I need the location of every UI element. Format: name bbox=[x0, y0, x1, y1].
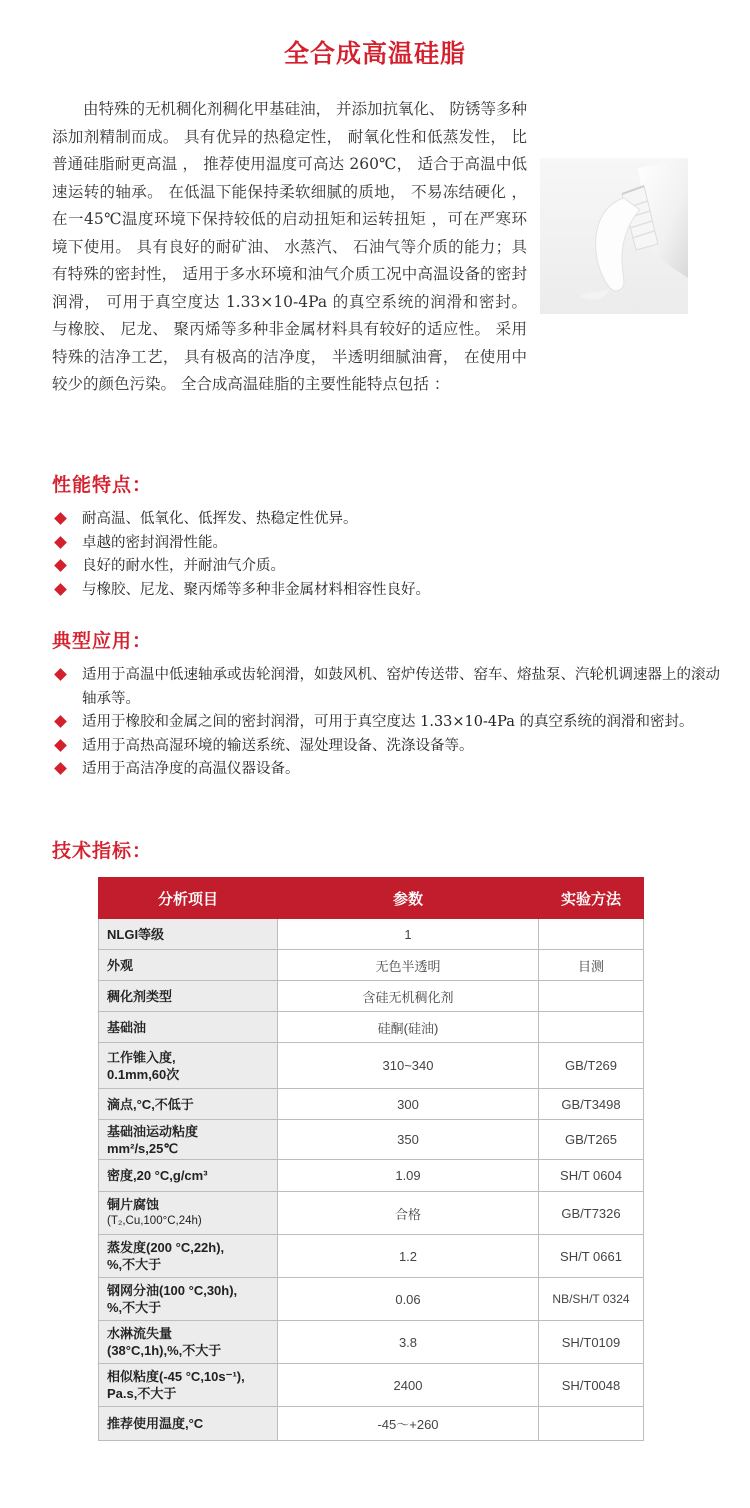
spec-value: 3.8 bbox=[278, 1321, 539, 1364]
diamond-bullet-icon bbox=[54, 715, 67, 728]
column-header: 分析项目 bbox=[99, 878, 278, 919]
table-row bbox=[99, 1235, 644, 1278]
spec-name-cell bbox=[99, 981, 278, 1012]
spec-name-detail: 0.1mm,60次 bbox=[107, 1066, 180, 1082]
column-header: 实验方法 bbox=[539, 878, 644, 919]
spec-method bbox=[539, 1012, 644, 1043]
spec-value: 2400 bbox=[278, 1364, 539, 1407]
table-row bbox=[99, 919, 644, 950]
spec-method: SH/T 0661 bbox=[539, 1235, 644, 1278]
list-item: 适用于橡胶和金属之间的密封润滑，可用于真空度达 1.33×10-4Pa 的真空系统的润滑和密封。 bbox=[52, 711, 732, 735]
spec-value: 1.09 bbox=[278, 1160, 539, 1192]
spec-name-detail: Pa.s,不大于 bbox=[107, 1386, 177, 1401]
spec-table-body bbox=[99, 919, 644, 1441]
spec-value: 无色半透明 bbox=[278, 950, 539, 981]
page-title: 全合成高温硅脂 bbox=[283, 39, 466, 68]
list-item: 与橡胶、尼龙、聚丙烯等多种非金属材料相容性良好。 bbox=[52, 579, 732, 603]
list-item: 适用于高洁净度的高温仪器设备。 bbox=[52, 758, 732, 782]
table-row bbox=[99, 1089, 644, 1120]
spec-name: NLGI等级 bbox=[107, 926, 165, 942]
diamond-bullet-icon bbox=[54, 536, 67, 549]
list-item: 适用于高温中低速轴承或齿轮润滑，如鼓风机、窑炉传送带、窑车、熔盐泵、汽轮机调速器上的滚动轴承等。 bbox=[52, 664, 732, 711]
diamond-bullet-icon bbox=[54, 762, 67, 775]
table-row bbox=[99, 1364, 644, 1407]
spec-value: -45～+260 bbox=[278, 1407, 539, 1441]
list-item: 卓越的密封润滑性能。 bbox=[52, 532, 732, 556]
spec-value: 硅酮(硅油) bbox=[278, 1012, 539, 1043]
features-list bbox=[52, 508, 732, 602]
intro-paragraph: 由特殊的无机稠化剂稠化甲基硅油， 并添加抗氧化、 防锈等多种添加剂精制而成。 具有优异的热稳定性， 耐氧化性和低蒸发性， 比普通硅脂耐更高温 ， 推荐使用温度可高达 260℃， 适合于高温中低速运转的轴承。 在低温下能保持柔软细腻的质地， 不易冻结硬化 ，在一45℃温度环境下保持较低的启动扭矩和运转扭矩 ，可在严寒环境下使用。 具有良好的耐矿油、 水蒸汽、 石油气等介质的能力；具有特殊的密封性， 适用于多水环境和油气介质工况中高温设备的密封润滑， 可用于真空度达 1.33×10-4Pa 的真空系统的润滑和密封。 与橡胶、 尼龙、 聚丙烯等多种非金属材料具有较好的适应性。 采用特殊的洁净工艺， 具有极高的洁净度， 半透明细腻油膏， 在使用中较少的颜色污染。 全合成高温硅脂的主要性能特点包括 ： bbox=[52, 100, 527, 393]
spec-method bbox=[539, 1407, 644, 1441]
table-row bbox=[99, 1407, 644, 1441]
diamond-bullet-icon bbox=[54, 559, 67, 572]
spec-method: SH/T0048 bbox=[539, 1364, 644, 1407]
column-header: 参数 bbox=[278, 878, 539, 919]
spec-name-detail: %,不大于 bbox=[107, 1257, 162, 1272]
table-row bbox=[99, 1278, 644, 1321]
spec-name-detail: (T₂,Cu,100°C,24h) bbox=[107, 1215, 202, 1227]
table-row bbox=[99, 950, 644, 981]
spec-name: 铜片腐蚀 bbox=[107, 1197, 160, 1212]
spec-name-cell bbox=[99, 1235, 278, 1278]
list-item: 良好的耐水性，并耐油气介质。 bbox=[52, 555, 732, 579]
spec-name-cell bbox=[99, 1089, 278, 1120]
spec-name: 蒸发度(200 °C,22h), bbox=[107, 1240, 225, 1255]
spec-name-cell bbox=[99, 1321, 278, 1364]
diamond-bullet-icon bbox=[54, 739, 67, 752]
spec-value: 含硅无机稠化剂 bbox=[278, 981, 539, 1012]
spec-value: 350 bbox=[278, 1120, 539, 1160]
spec-value: 1 bbox=[278, 919, 539, 950]
spec-name: 钢网分油(100 °C,30h), bbox=[107, 1283, 238, 1298]
features-heading: 性能特点： bbox=[52, 474, 153, 496]
table-row bbox=[99, 1321, 644, 1364]
spec-method: NB/SH/T 0324 bbox=[539, 1278, 644, 1321]
table-row bbox=[99, 1192, 644, 1235]
spec-name-cell bbox=[99, 1364, 278, 1407]
spec-name: 稠化剂类型 bbox=[107, 988, 173, 1004]
table-row bbox=[99, 981, 644, 1012]
list-item: 耐高温、低氧化、低挥发、热稳定性优异。 bbox=[52, 508, 732, 532]
table-row bbox=[99, 1160, 644, 1192]
diamond-bullet-icon bbox=[54, 512, 67, 525]
spec-method: GB/T7326 bbox=[539, 1192, 644, 1235]
spec-name: 滴点,°C,不低于 bbox=[107, 1096, 194, 1112]
spec-table bbox=[98, 877, 644, 1441]
table-row bbox=[99, 1120, 644, 1160]
spec-name: 密度,20 °C,g/cm³ bbox=[107, 1168, 208, 1183]
table-row bbox=[99, 1012, 644, 1043]
spec-name-detail: mm²/s,25℃ bbox=[107, 1140, 178, 1156]
spec-method: GB/T269 bbox=[539, 1043, 644, 1089]
diamond-bullet-icon bbox=[54, 583, 67, 596]
spec-name-cell bbox=[99, 950, 278, 981]
spec-name-cell bbox=[99, 1192, 278, 1235]
spec-value: 合格 bbox=[278, 1192, 539, 1235]
spec-method: GB/T265 bbox=[539, 1120, 644, 1160]
diamond-bullet-icon bbox=[54, 668, 67, 681]
spec-name: 水淋流失量 bbox=[107, 1326, 173, 1341]
spec-value: 1.2 bbox=[278, 1235, 539, 1278]
spec-name-cell bbox=[99, 1407, 278, 1441]
spec-name: 相似粘度(-45 °C,10s⁻¹), bbox=[107, 1369, 245, 1384]
spec-name-detail: %,不大于 bbox=[107, 1300, 162, 1315]
spec-name-cell bbox=[99, 919, 278, 950]
table-row bbox=[99, 1043, 644, 1089]
spec-name-cell bbox=[99, 1043, 278, 1089]
spec-method: GB/T3498 bbox=[539, 1089, 644, 1120]
spec-name: 工作锥入度, bbox=[107, 1049, 176, 1065]
spec-name: 基础油 bbox=[107, 1019, 147, 1035]
specs-heading: 技术指标： bbox=[52, 840, 153, 862]
spec-name-cell bbox=[99, 1278, 278, 1321]
spec-method: SH/T 0604 bbox=[539, 1160, 644, 1192]
spec-method bbox=[539, 919, 644, 950]
grease-tube-icon bbox=[540, 158, 688, 314]
spec-value: 0.06 bbox=[278, 1278, 539, 1321]
table-header-row bbox=[99, 878, 644, 919]
spec-name: 推荐使用温度,°C bbox=[107, 1416, 204, 1431]
spec-name-cell bbox=[99, 1012, 278, 1043]
spec-method: SH/T0109 bbox=[539, 1321, 644, 1364]
spec-method: 目测 bbox=[539, 950, 644, 981]
applications-heading: 典型应用： bbox=[52, 630, 153, 652]
spec-name-detail: (38°C,1h),%,不大于 bbox=[107, 1343, 222, 1358]
spec-value: 300 bbox=[278, 1089, 539, 1120]
list-item: 适用于高热高湿环境的输送系统、湿处理设备、洗涤设备等。 bbox=[52, 735, 732, 759]
applications-list bbox=[52, 664, 732, 782]
spec-value: 310~340 bbox=[278, 1043, 539, 1089]
spec-method bbox=[539, 981, 644, 1012]
spec-name-cell bbox=[99, 1160, 278, 1192]
spec-name: 外观 bbox=[107, 957, 134, 973]
spec-name: 基础油运动粘度 bbox=[107, 1123, 199, 1139]
spec-name-cell bbox=[99, 1120, 278, 1160]
